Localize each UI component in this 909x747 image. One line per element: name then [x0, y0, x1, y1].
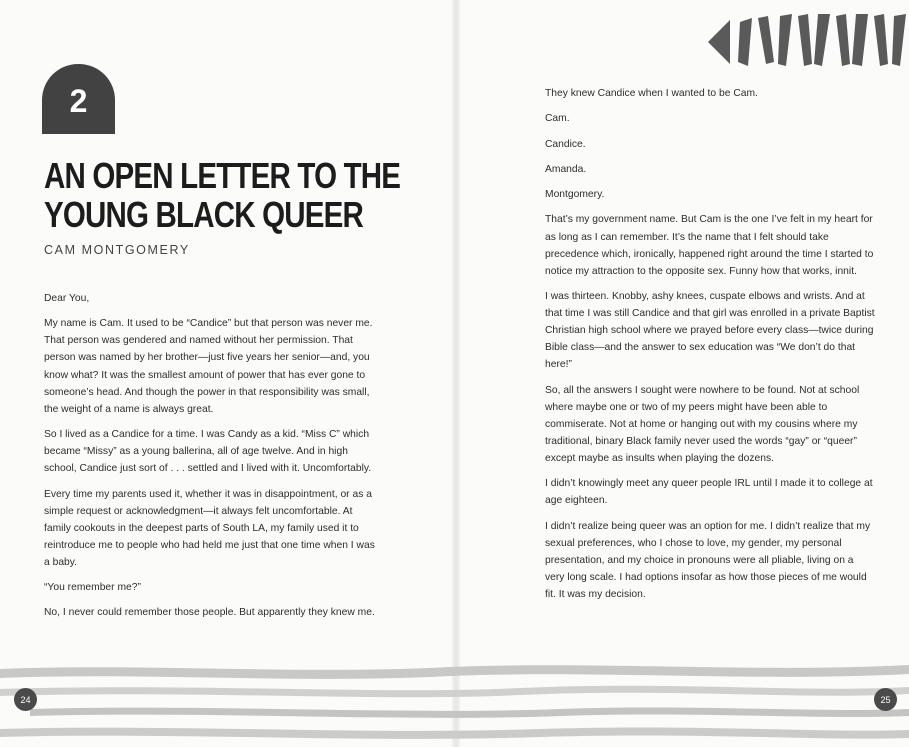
author-name: CAM MONTGOMERY	[44, 243, 190, 257]
right-page-body	[545, 85, 875, 611]
paragraph: Montgomery.	[545, 189, 605, 201]
paragraph: Candice.	[545, 138, 586, 150]
paragraph: Amanda.	[545, 163, 587, 175]
paragraph: I didn’t realize being queer was an option for me. I didn’t realize that my sexual preferences, who I chose to love, my gender, my personal presentation, and my choice in pronouns were all pliable, living on a very long scale. I had options insofar as how those pieces of me would fit. It was my decision.	[545, 520, 871, 601]
page-number-left-label: 24	[20, 694, 31, 705]
paragraph: I was thirteen. Knobby, ashy knees, cuspate elbows and wrists. And at that time I was still Candice and that girl was enrolled in a private Baptist Christian high school where we prayed before every class—twice during Bible class—and the answer to sex education was “We don’t do that here!”	[545, 290, 875, 371]
chapter-title-line-2: YOUNG BLACK QUEER	[44, 194, 364, 235]
chapter-title	[44, 155, 401, 235]
brush-stripes-decoration-icon	[0, 655, 909, 747]
book-gutter	[452, 0, 460, 747]
page-number-right-label: 25	[880, 694, 891, 705]
paragraph: That’s my government name. But Cam is the one I’ve felt in my heart for as long as I can remember. It’s the name that I felt should take precedence which, ironically, happened right around the time I started to notice my attraction to the opposite sex. Funny how that works, innit.	[545, 214, 874, 277]
paragraph: My name is Cam. It used to be “Candice” but that person was never me. That person was gendered and named without her permission. That person was named by her brother—just five years her senior—and, you know what? It was the smallest amount of power that has ever gone to someone’s head. And though the power in that responsibility was small, the weight of a name is always great.	[44, 318, 373, 415]
chapter-number: 2	[69, 82, 88, 119]
chapter-title-line-1: AN OPEN LETTER TO THE	[44, 155, 401, 196]
paragraph: I didn’t knowingly meet any queer people IRL until I made it to college at age eighteen.	[545, 478, 873, 507]
left-page-body	[44, 290, 376, 630]
chapter-number-badge	[42, 64, 115, 134]
paragraph: They knew Candice when I wanted to be Cam.	[545, 88, 758, 99]
paragraph: “You remember me?”	[44, 582, 141, 594]
paragraph: No, I never could remember those people. But apparently they knew me.	[44, 607, 375, 619]
paragraph: Cam.	[545, 113, 570, 125]
paragraph: So I lived as a Candice for a time. I was Candy as a kid. “Miss C” which became “Missy” as a young ballerina, all of age twelve. And in high school, Candice just sort of . . . settled and I lived with it. Uncomfortably.	[44, 429, 372, 475]
page-number-left	[14, 688, 37, 711]
brush-stroke-decoration-icon	[700, 8, 909, 70]
page-number-right	[874, 688, 897, 711]
paragraph: Dear You,	[44, 293, 90, 304]
paragraph: Every time my parents used it, whether it was in disappointment, or as a simple request or acknowledgment—it always felt uncomfortable. At family cookouts in the deepest parts of South LA, my family used it to reintroduce me to people who had held me just that one time when I was a baby.	[44, 488, 375, 568]
paragraph: So, all the answers I sought were nowhere to be found. Not at school where maybe one or two of my peers might have been able to commiserate. Not at home or hanging out with my cousins where my traditional, binary Black family never used the words “gay” or “queer” except maybe as insults when playing the dozens.	[545, 384, 860, 464]
